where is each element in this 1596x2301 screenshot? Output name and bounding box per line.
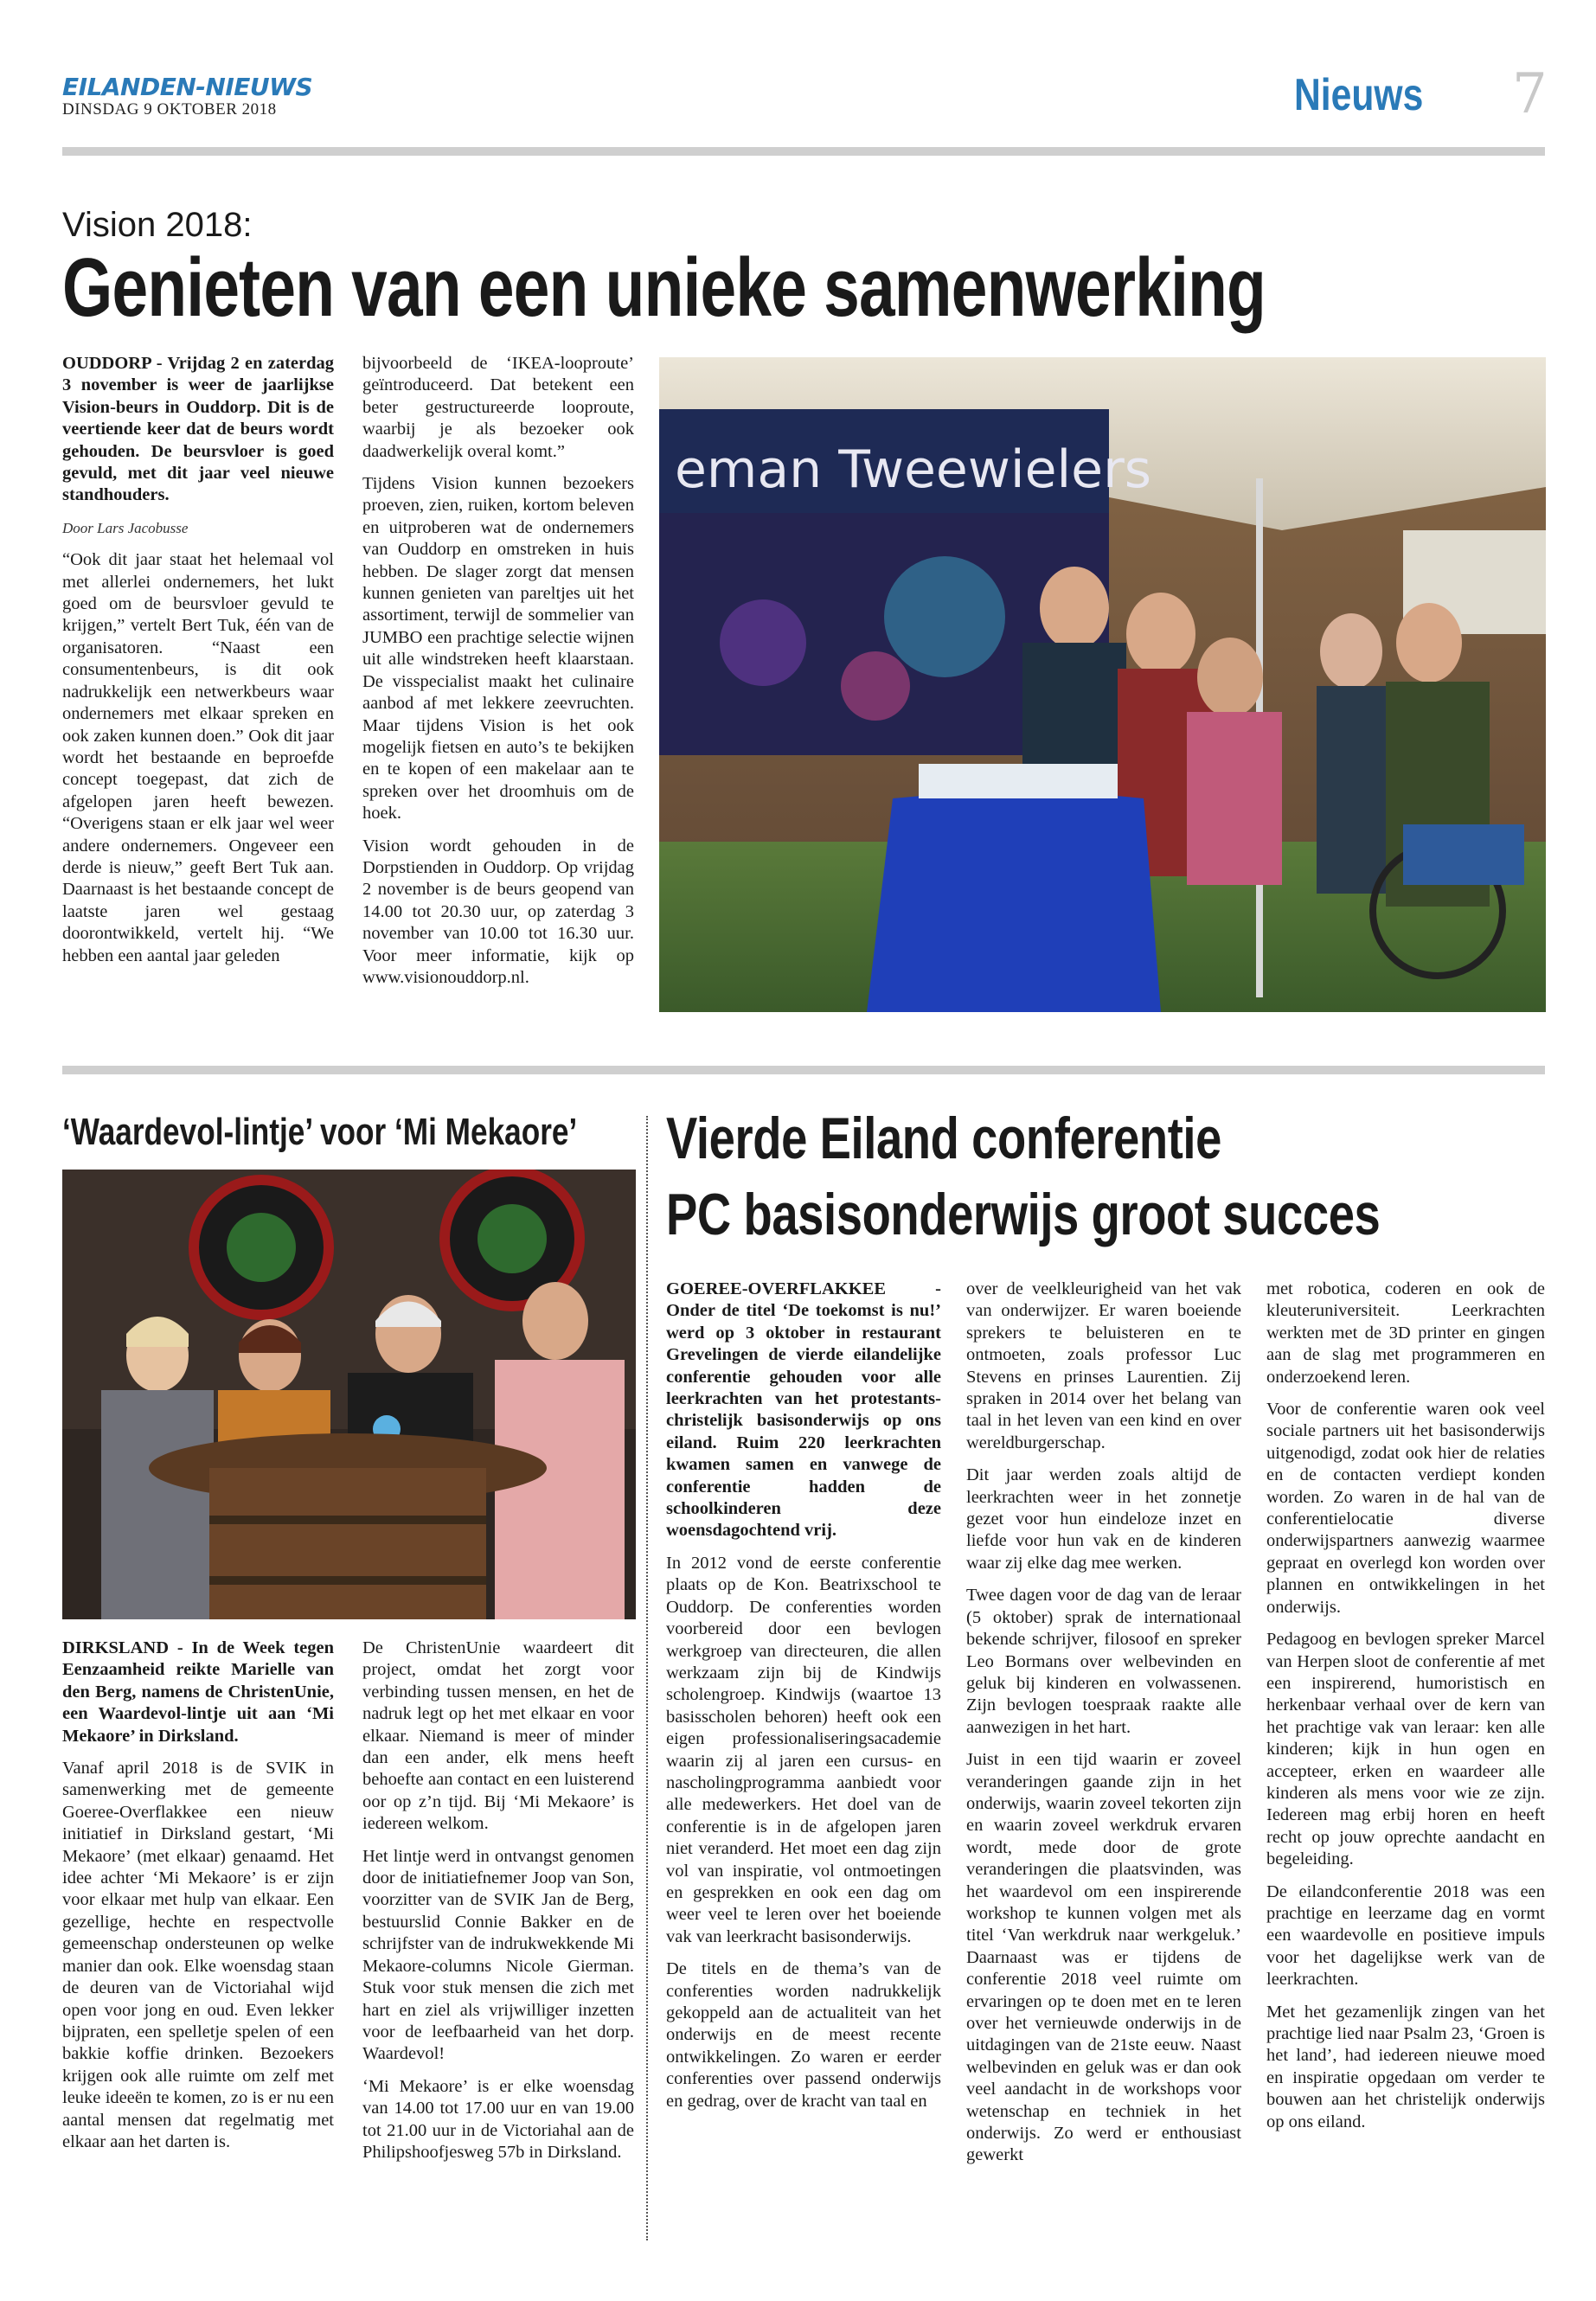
article3-headline-line1: Vierde Eiland conferentie xyxy=(666,1106,1222,1171)
article3-column-3 xyxy=(1266,1279,1545,2144)
article2-body-col2-p2: Het lintje werd in ontvangst genomen door de initiatiefnemer Joop van Son, voorzitter van de SVIK Jan de Berg, bestuurslid Connie Bakker en de schrijfster van de indrukwekkende Mi Mekaore-columns Nicole Gierman. Stuk voor stuk mensen die zich met hart en ziel als vrijwilliger inzetten voor de leefbaarheid van het dorp. Waardevol! xyxy=(362,1846,634,2064)
article3-column-1 xyxy=(666,1279,941,2123)
column-separator xyxy=(646,1116,648,2240)
article3-headline-line2: PC basisonderwijs groot succes xyxy=(666,1182,1381,1247)
article3-body-col3-p4: De eilandconferentie 2018 was een prachtige en leerzame dag en vormt een waardevolle en positieve impuls voor het dagelijkse werk van de leerkrachten. xyxy=(1266,1881,1545,1990)
article1-body-col2-p3: Vision wordt gehouden in de Dorpstienden in Ouddorp. Op vrijdag 2 november is de beurs geopend van 14.00 tot 20.30 uur, op zaterdag 3 november van 10.00 tot 16.30 uur. Voor meer informatie, kijk op www.visionouddorp.nl. xyxy=(362,836,634,987)
dartboard-group-photo-illustration xyxy=(62,1170,636,1619)
article1-body-col1: “Ook dit jaar staat het helemaal vol met allerlei ondernemers, het lukt goed om de beursvloer gevuld te krijgen,” vertelt Bert Tuk, één van de organisatoren. “Naast een consumentenbeurs, is dit ook nadrukkelijk een netwerkbeurs waar ondernemers met elkaar spreken en ook zaken kunnen doen.” Ook dit jaar wordt het bestaande en beproefde concept toegepast, dat zich de afgelopen jaren heeft bewezen. “Overigens staan er elk jaar wel weer andere ondernemers. Ongeveer een derde is nieuw,” geeft Bert Tuk aan. Daarnaast is het bestaande concept de laatste jaren wel gestaag doorontwikkeld, vertelt hij. “We hebben een aantal jaar geleden xyxy=(62,550,334,965)
article1-byline: Door Lars Jacobusse xyxy=(62,519,189,536)
article2-column-2 xyxy=(362,1638,634,2174)
trade-fair-photo-illustration xyxy=(659,357,1546,1012)
article2-photo xyxy=(62,1170,636,1619)
banner-text: eman Tweewielers xyxy=(675,439,1152,500)
article2-column-1 xyxy=(62,1638,334,2163)
article3-body-col3-p5: Met het gezamenlijk zingen van het prachtige lied naar Psalm 23, ‘Groen is het land’, had iedereen nieuwe moed en inspiratie opgedaan om verder te bouwen aan het christelijk onderwijs op ons eiland. xyxy=(1266,2002,1545,2131)
article3-column-2 xyxy=(966,1279,1241,2177)
article1-kicker: Vision 2018: xyxy=(62,206,253,244)
section-label: Nieuws xyxy=(1294,70,1424,120)
top-rule xyxy=(62,147,1545,156)
article3-body-col2-p4: Juist in een tijd waarin er zoveel veranderingen gaande zijn in het onderwijs, waarin zoveel tekorten zijn en waarin zoveel werkdruk ervaren wordt, mede door de grote veranderingen die plaatsvinden, was het waardevol om een inspirerende workshop te kunnen volgen met als titel ‘Van werkdruk naar werkgeluk.’ Daarnaast was er tijdens de conferentie 2018 veel ruimte om ervaringen op te doen met en te leren over het vernieuwde onderwijs in de uitdagingen van de 21ste eeuw. Naast welbevinden en geluk was er dan ook veel aandacht in de workshops voor wetenschap en techniek in het onderwijs. Zo werd er enthousiast gewerkt xyxy=(966,1750,1241,2165)
article3-lead: GOEREE-OVERFLAKKEE - Onder de titel ‘De toekomst is nu!’ werd op 3 oktober in restaurant Grevelingen de vierde eilandelijke conferentie gehouden voor alle leerkrachten van het protestants-christelijk basisonderwijs op ons eiland. Ruim 220 leerkrachten kwamen samen en vanwege de conferentie hadden de schoolkinderen deze woensdagochtend vrij. xyxy=(666,1279,941,1541)
article3-body-col1-p1: In 2012 vond de eerste conferentie plaats op de Kon. Beatrixschool te Ouddorp. De conferenties worden voorbereid door een bevlogen werkgroep van directeuren, die allen werkzaam zijn bij de Kindwijs scholengroep. Kindwijs (waartoe 13 basisscholen behoren) heeft ook een eigen professionaliseringsacademie waarin zij al jaren een cursus- en nascholingprogramma aanbiedt voor alle medewerkers. Het doel van de conferentie is in de afgelopen jaren niet veranderd. Het moet een dag zijn vol van inspiratie, vol ontmoetingen en gesprekken en ook een dag om weer veel te leren over het boeiende vak van leerkracht basisonderwijs. xyxy=(666,1553,941,1946)
article2-body-col2-p1: De ChristenUnie waardeert dit project, omdat het zorgt voor verbinding tussen mensen, en het de nadruk legt op het met elkaar en voor elkaar. Niemand is meer of minder dan een ander, elk mens heeft behoefte aan contact en een luisterend oor op z’n tijd. Bij ‘Mi Mekaore’ is iedereen welkom. xyxy=(362,1638,634,1834)
article3-body-col2-p3: Twee dagen voor de dag van de leraar (5 oktober) sprak de internationaal bekende schrijver, filosoof en spreker Leo Bormans over welbevinden en geluk bij kinderen en volwassenen. Zijn bevlogen toespraak raakte alle aanwezigen in het hart. xyxy=(966,1586,1241,1737)
article3-body-col2-p1: over de veelkleurigheid van het vak van onderwijzer. Er waren boeiende sprekers te beluisteren en te ontmoeten, zoals professor Luc Stevens en prinses Laurentien. Zij spraken in 2014 over het belang van taal in het leven van een kind en over wereldburgerschap. xyxy=(966,1279,1241,1452)
article1-headline: Genieten van een unieke samenwerking xyxy=(62,241,1266,334)
article3-body-col3-p3: Pedagoog en bevlogen spreker Marcel van Herpen sloot de conferentie af met een inspirerend, humoristisch en herkenbaar verhaal over de kern van het prachtige vak van leraar: ken alle kinderen; kijk in hun ogen en accepteer, erken en waardeer alle kinderen als mens voor wie ze zijn. Iedereen mag erbij horen en heeft recht op jouw oprechte aandacht en begeleiding. xyxy=(1266,1630,1545,1869)
article3-body-col2-p2: Dit jaar werden zoals altijd de leerkrachten weer in het zonnetje gezet voor hun eindeloze inzet en liefde voor hun vak en de kinderen waar zij elke dag mee werken. xyxy=(966,1465,1241,1573)
article3-body-col3-p2: Voor de conferentie waren ook veel sociale partners uit het basisonderwijs uitgenodigd, zodat ook hier de relaties en de contacten verdiept konden worden. Zo waren in de hal van de conferentielocatie diverse onderwijspartners aanwezig waarmee gepraat en overlegd kon worden over plannen en ontwikkelingen in het onderwijs. xyxy=(1266,1400,1545,1617)
masthead-logo: EILANDEN-NIEUWS xyxy=(62,73,313,101)
article1-column-1 xyxy=(62,353,334,977)
article1-body-col2-p2: Tijdens Vision kunnen bezoekers proeven, zien, ruiken, kortom beleven en uitproberen wat de ondernemers van Ouddorp en omstreken in huis hebben. De slager zorgt dat mensen kunnen genieten van pareltjes uit het assortiment, terwijl de sommelier van JUMBO een prachtige selectie wijnen uit alle windstreken heeft klaarstaan. De visspecialist maakt het culinaire aanbod af met lekkere zeevruchten. Maar tijdens Vision is het ook mogelijk fietsen en auto’s te bekijken en te kopen of een makelaar aan te spreken over het droomhuis om de hoek. xyxy=(362,474,634,824)
article3-body-col3-p1: met robotica, coderen en ook de kleuteruniversiteit. Leerkrachten werkten met de 3D printer en gingen aan de slag met programmeren en onderzoekend leren. xyxy=(1266,1279,1545,1387)
article2-body-col1: Vanaf april 2018 is de SVIK in samenwerking met de gemeente Goeree-Overflakkee een nieuw initiatief in Dirksland gestart, ‘Mi Mekaore’ (met elkaar) genaamd. Het idee achter ‘Mi Mekaore’ is er zijn voor elkaar met hulp van elkaar. Een gezellige, hechte en respectvolle gemeenschap ondersteunen op welke manier dan ook. Elke woensdag staan de deuren van de Victoriahal wijd open voor jong en oud. Even lekker bijpraten, een spelletje spelen of een bakkie koffie drinken. Bezoekers krijgen ook alle ruimte om zelf met leuke ideeën te komen, zo is er nu een aantal mensen dat regelmatig met elkaar aan het darten is. xyxy=(62,1759,334,2151)
page-number: 7 xyxy=(1512,62,1548,126)
article1-lead: OUDDORP - Vrijdag 2 en zaterdag 3 november is weer de jaarlijkse Vision-beurs in Ouddorp. Dit is de veertiende keer dat de beurs wordt gehouden. De beursvloer is goed gevuld, met dit jaar veel nieuwe standhouders. xyxy=(62,354,334,505)
article2-body-col2-p3: ‘Mi Mekaore’ is er elke woensdag van 14.00 tot 17.00 uur en van 19.00 tot 21.00 uur in de Victoriahal aan de Philipshoofjesweg 57b in Dirksland. xyxy=(362,2076,634,2162)
article1-body-col2-p1: bijvoorbeeld de ‘IKEA-looproute’ geïntroduceerd. Dat betekent een beter gestructureerde looproute, waarbij je als bezoeker ook daadwerkelijk overal komt.” xyxy=(362,354,634,461)
masthead-date: DINSDAG 9 OKTOBER 2018 xyxy=(62,100,277,119)
middle-rule xyxy=(62,1066,1545,1074)
article2-headline: ‘Waardevol-lintje’ voor ‘Mi Mekaore’ xyxy=(62,1111,578,1153)
article1-column-2 xyxy=(362,353,634,999)
article2-lead: DIRKSLAND - In de Week tegen Eenzaamheid reikte Marielle van den Berg, namens de ChristenUnie, een Waardevol-lintje uit aan ‘Mi Mekaore’ in Dirksland. xyxy=(62,1638,334,1746)
article3-body-col1-p2: De titels en de thema’s van de conferenties worden nadrukkelijk gekoppeld aan de actualiteit van het onderwijs en de meest recente ontwikkelingen. Zo waren er eerder conferenties over passend onderwijs en gedrag, over de kracht van taal en xyxy=(666,1959,941,2111)
article1-photo xyxy=(659,357,1546,1012)
article3-headline xyxy=(666,1100,1427,1253)
